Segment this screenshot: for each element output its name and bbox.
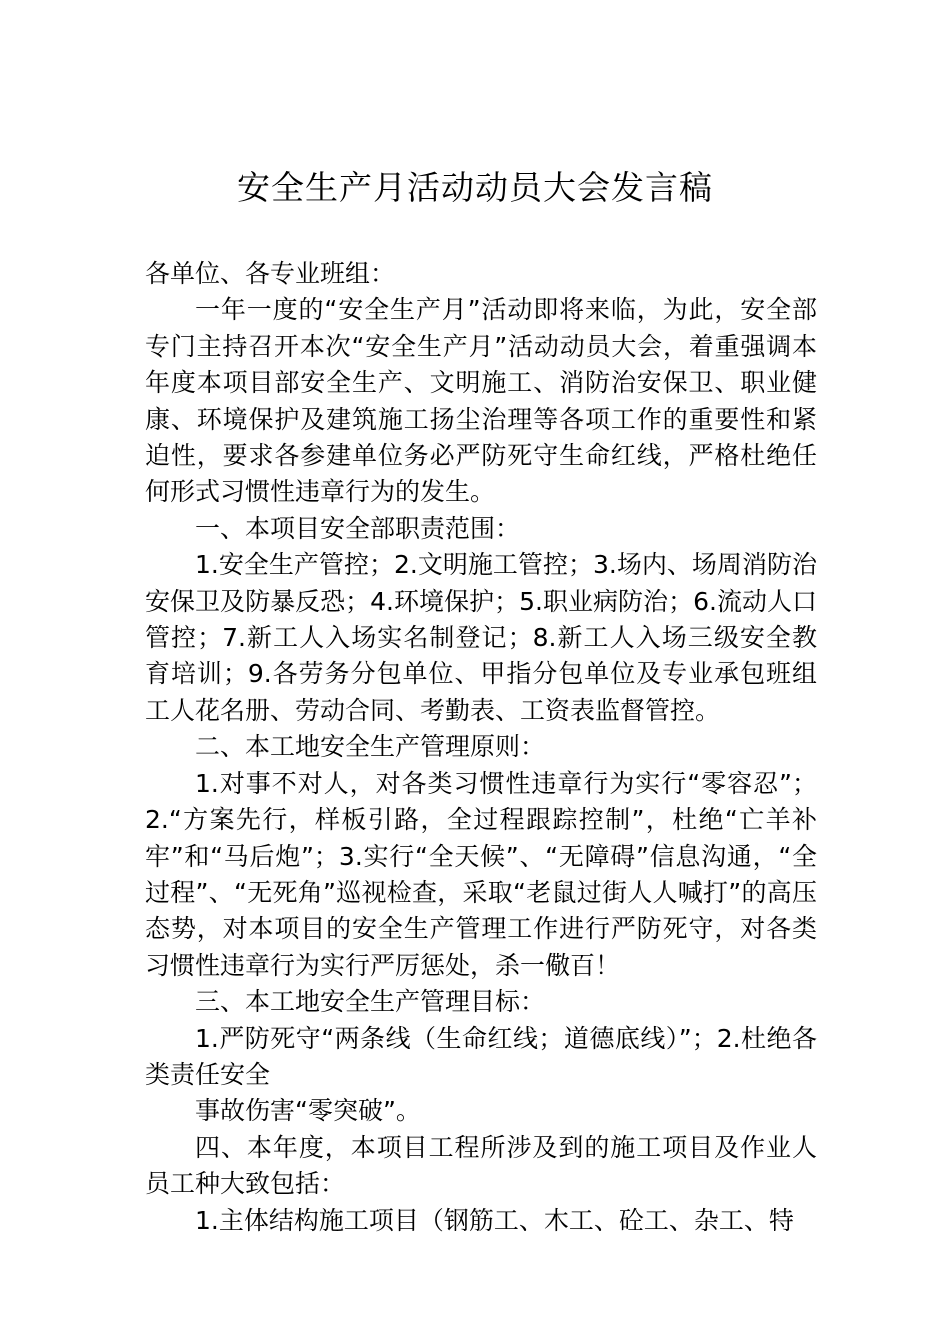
document-title: 安全生产月活动动员大会发言稿 [237, 168, 713, 207]
intro-paragraph: 一年一度的“安全生产月”活动即将来临，为此，安全部专门主持召开本次“安全生产月”活动动员大会，着重强调本年度本项目部安全生产、文明施工、消防治安保卫、职业健康、环境保护及建筑施工扬尘治理等各项工作的重要性和紧迫性，要求各参建单位务必严防死守生命红线，严格杜绝任何形式习惯性违章行为的发生。 [145, 295, 817, 507]
document-body [145, 256, 817, 1239]
section-heading-1: 一、本项目安全部职责范围： [195, 513, 521, 543]
salutation: 各单位、各专业班组： [145, 259, 396, 288]
section-1-content: 1.安全生产管控；2.文明施工管控；3.场内、场周消防治安保卫及防暴反恐；4.环境保护；5.职业病防治；6.流动人口管控；7.新工人入场实名制登记；8.新工人入场三级安全教育培训；9.各劳务分包单位、甲指分包单位及专业承包班组工人花名册、劳动合同、考勤表、工资表监督管控。 [145, 550, 817, 725]
section-heading-4: 四、本年度，本项目工程所涉及到的施工项目及作业人员工种大致包括： [145, 1132, 817, 1199]
section-3-content: 1.严防死守“两条线（生命红线；道德底线）”；2.杜绝各类责任安全 [145, 1023, 817, 1089]
section-heading-2: 二、本工地安全生产管理原则： [195, 732, 546, 762]
section-heading-3: 三、本工地安全生产管理目标： [195, 987, 546, 1017]
section-3-content-continued: 事故伤害“零突破”。 [195, 1096, 421, 1126]
section-4-content: 1.主体结构施工项目（钢筋工、木工、砼工、杂工、特 [195, 1205, 794, 1235]
section-2-content: 1.对事不对人，对各类习惯性违章行为实行“零容忍”；2.“方案先行，样板引路，全过程跟踪控制”，杜绝“亡羊补牢”和“马后炮”；3.实行“全天候”、“无障碍”信息沟通，“全过程”、“无死角”巡视检查，采取“老鼠过街人人喊打”的高压态势，对本项目的安全生产管理工作进行严防死守，对各类习惯性违章行为实行严厉惩处，杀一儆百！ [145, 768, 817, 980]
